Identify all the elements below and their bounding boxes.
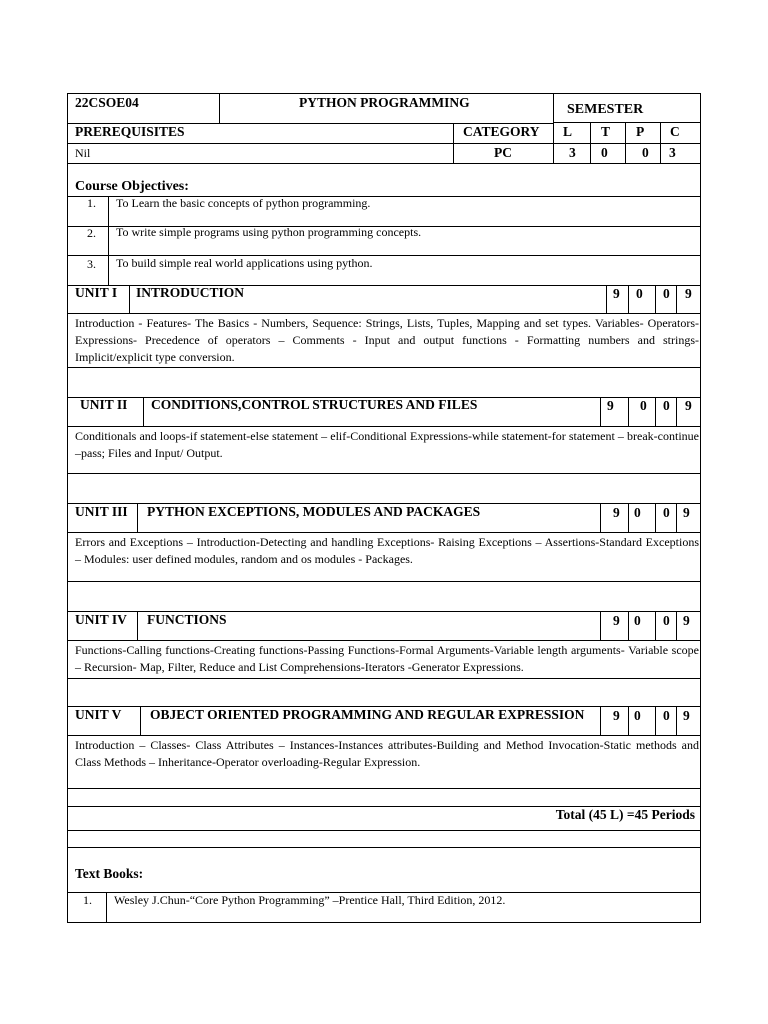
unit-c: 9	[685, 286, 692, 301]
unit-title: CONDITIONS,CONTROL STRUCTURES AND FILES	[151, 397, 478, 412]
unit-p: 0	[663, 286, 670, 301]
total-periods: Total (45 L) =45 Periods	[555, 807, 695, 822]
unit-title: OBJECT ORIENTED PROGRAMMING AND REGULAR EXPRESSION	[150, 707, 585, 722]
objective-text: To write simple programs using python programming concepts.	[116, 225, 422, 239]
unit-l: 9	[613, 286, 620, 301]
prerequisites-label: PREREQUISITES	[75, 124, 185, 139]
unit-id: UNIT V	[75, 707, 122, 722]
category-value: PC	[494, 145, 512, 160]
unit-content: Errors and Exceptions – Introduction-Detecting and handling Exceptions- Raising Exceptions – Assertions-Standard Exceptions – Modules: user defined modules, random and os modules - Packages.	[75, 535, 699, 566]
unit-t: 0	[634, 613, 641, 628]
unit-l: 9	[613, 613, 620, 628]
p-value: 0	[642, 145, 649, 160]
c-value: 3	[669, 145, 676, 160]
unit-p: 0	[663, 505, 670, 520]
semester-label: SEMESTER	[567, 102, 644, 117]
l-label: L	[563, 124, 573, 139]
textbook-number: 1.	[83, 893, 92, 907]
unit-title: PYTHON EXCEPTIONS, MODULES AND PACKAGES	[147, 504, 481, 519]
objective-text: To Learn the basic concepts of python programming.	[116, 196, 371, 210]
unit-p: 0	[663, 613, 670, 628]
unit-t: 0	[640, 398, 647, 413]
unit-t: 0	[634, 505, 641, 520]
unit-l: 9	[607, 398, 614, 413]
unit-c: 9	[683, 613, 690, 628]
unit-id: UNIT I	[75, 285, 118, 300]
unit-id: UNIT III	[75, 504, 128, 519]
p-label: P	[636, 124, 645, 139]
category-label: CATEGORY	[463, 124, 540, 139]
unit-title: FUNCTIONS	[147, 612, 227, 627]
course-title: PYTHON PROGRAMMING	[299, 95, 470, 110]
unit-id: UNIT IV	[75, 612, 127, 627]
unit-title: INTRODUCTION	[136, 285, 245, 300]
unit-t: 0	[636, 286, 643, 301]
unit-l: 9	[613, 505, 620, 520]
course-code: 22CSOE04	[75, 95, 139, 110]
unit-content: Introduction – Classes- Class Attributes – Instances-Instances attributes-Building and Method Invocation-Static methods and Class Methods – Inheritance-Operator overloading-Regular Expression.	[75, 738, 699, 769]
unit-content: Introduction - Features- The Basics - Numbers, Sequence: Strings, Lists, Tuples, Mapping and set types. Variables- Operators- Expressions- Precedence of operators – Comments - Input and output functions - Formatting numbers and strings- Implicit/explicit type conversion.	[75, 316, 699, 364]
t-value: 0	[601, 145, 608, 160]
unit-content: Functions-Calling functions-Creating functions-Passing Functions-Formal Arguments-Variable length arguments- Variable scope – Recursion- Map, Filter, Reduce and List Comprehensions-Iterators -Generator Expressions.	[75, 643, 699, 674]
unit-l: 9	[613, 708, 620, 723]
unit-p: 0	[663, 398, 670, 413]
textbook-text: Wesley J.Chun-“Core Python Programming” –Prentice Hall, Third Edition, 2012.	[114, 893, 506, 907]
unit-t: 0	[634, 708, 641, 723]
t-label: T	[601, 124, 611, 139]
objectives-heading: Course Objectives:	[75, 179, 189, 194]
l-value: 3	[569, 145, 576, 160]
objective-number: 2.	[87, 226, 96, 240]
unit-p: 0	[663, 708, 670, 723]
objective-number: 3.	[87, 257, 96, 271]
objective-number: 1.	[87, 196, 96, 210]
prerequisites-value: Nil	[75, 146, 91, 160]
unit-c: 9	[683, 505, 690, 520]
c-label: C	[670, 124, 680, 139]
textbooks-heading: Text Books:	[75, 866, 144, 881]
unit-id: UNIT II	[80, 397, 128, 412]
unit-c: 9	[683, 708, 690, 723]
unit-content: Conditionals and loops-if statement-else statement – elif-Conditional Expressions-while statement-for statement – break-continue –pass; Files and Input/ Output.	[75, 429, 699, 460]
objective-text: To build simple real world applications using python.	[116, 256, 373, 270]
unit-c: 9	[685, 398, 692, 413]
